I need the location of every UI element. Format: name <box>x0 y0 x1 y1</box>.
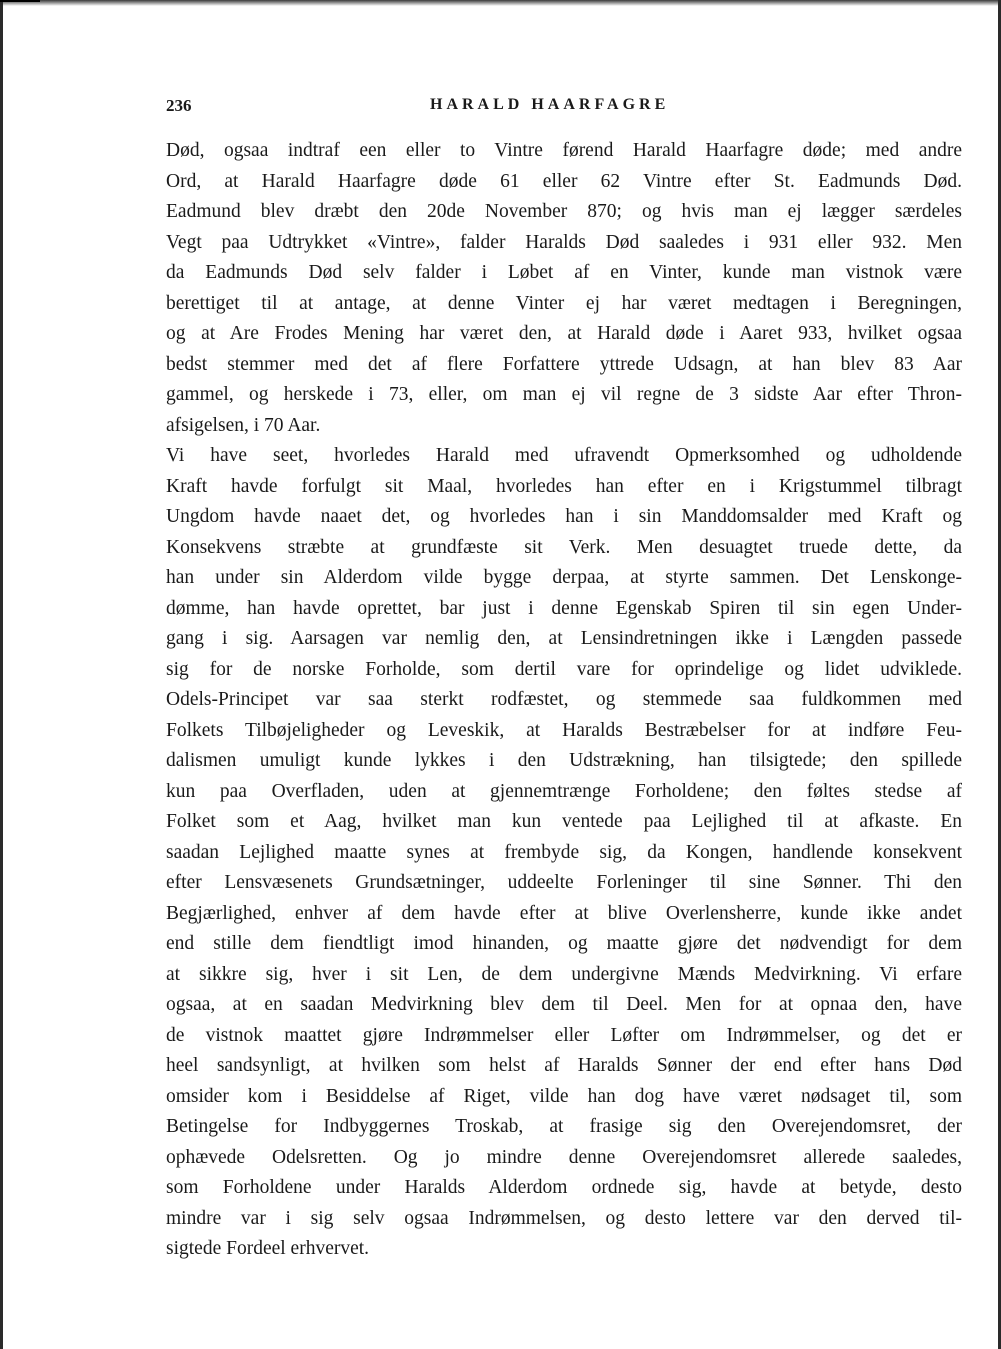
paragraph <box>166 441 962 1265</box>
text-line: omsider kom i Besiddelse af Riget, vilde han dog have været nødsaget til, som <box>166 1085 962 1107</box>
running-title: HARALD HAARFAGRE <box>430 96 670 113</box>
text-line: Folket som et Aag, hvilket man kun ventede paa Lejlighed til at afkaste. En <box>166 811 962 832</box>
text-line: ophævede Odelsretten. Og jo mindre denne Overejendomsret allerede saaledes, <box>166 1146 962 1168</box>
text-line: gammel, og herskede i 73, eller, om man ej vil regne de 3 sidste Aar efter Thron- <box>166 384 962 405</box>
text-line: han under sin Alderdom vilde bygge derpaa, at styrte sammen. Det Lenskonge- <box>166 567 962 588</box>
text-line: ogsaa, at en saadan Medvirkning blev dem til Deel. Men for at opnaa den, have <box>166 994 962 1015</box>
text-line: heel sandsynligt, at hvilken som helst af Haralds Sønner der end efter hans Død <box>166 1055 962 1076</box>
text-line: gang i sig. Aarsagen var nemlig den, at Lensindretningen ikke i Længden passede <box>166 628 962 649</box>
text-line: sig for de norske Forholde, som dertil vare for oprindelige og lidet udviklede. <box>166 658 962 680</box>
scan-corner-mark <box>0 0 40 2</box>
text-line: end stille dem fiendtligt imod hinanden, og maatte gjøre det nødvendigt for dem <box>166 933 962 954</box>
text-line: afsigelsen, i 70 Aar. <box>166 414 321 436</box>
running-head <box>166 96 966 122</box>
text-line: og at Are Frodes Mening har været den, at Harald døde i Aaret 933, hvilket ogsaa <box>166 323 962 344</box>
scan-edge-top <box>0 0 1001 6</box>
text-line: dalismen umuligt kunde lykkes i den Udstrækning, han tilsigtede; den spillede <box>166 750 962 771</box>
text-line: Eadmund blev dræbt den 20de November 870; og hvis man ej lægger særdeles <box>166 201 962 222</box>
text-line: Betingelse for Indbyggernes Troskab, at frasige sig den Overejendomsret, der <box>166 1116 962 1137</box>
text-line: Konsekvens stræbte at grundfæste sit Verk. Men desuagtet truede dette, da <box>166 536 962 558</box>
text-line: Ungdom havde naaet det, og hvorledes han i sin Manddomsalder med Kraft og <box>166 506 962 527</box>
text-line: Vi have seet, hvorledes Harald med ufravendt Opmerksomhed og udholdende <box>166 445 962 466</box>
text-line: saadan Lejlighed maatte synes at frembyde sig, da Kongen, handlende konsekvent <box>166 841 962 863</box>
text-line: de vistnok maattet gjøre Indrømmelser eller Løfter om Indrømmelser, og det er <box>166 1024 962 1046</box>
body-text <box>166 136 962 1265</box>
scan-edge-left <box>0 0 3 1349</box>
text-line: kun paa Overfladen, uden at gjennemtrænge Forholdene; den føltes stedse af <box>166 780 962 802</box>
text-line: som Forholdene under Haralds Alderdom ordnede sig, havde at betyde, desto <box>166 1177 962 1198</box>
text-line: Ord, at Harald Haarfagre døde 61 eller 62 Vintre efter St. Eadmunds Død. <box>166 170 962 192</box>
page-number: 236 <box>166 96 192 115</box>
text-line: berettiget til at antage, at denne Vinter ej har været medtagen i Beregningen, <box>166 292 962 314</box>
text-line: da Eadmunds Død selv falder i Løbet af en Vinter, kunde man vistnok være <box>166 262 962 283</box>
text-line: dømme, han havde oprettet, bar just i denne Egenskab Spiren til sin egen Under- <box>166 597 962 619</box>
text-line: mindre var i sig selv ogsaa Indrømmelsen, og desto lettere var den derved til- <box>166 1207 962 1229</box>
text-line: at sikkre sig, hver i sit Len, de dem undergivne Mænds Medvirkning. Vi erfare <box>166 963 962 985</box>
text-line: Kraft havde forfulgt sit Maal, hvorledes han efter en i Krigstummel tilbragt <box>166 475 962 497</box>
text-line: Begjærlighed, enhver af dem havde efter at blive Overlensherre, kunde ikke andet <box>166 902 962 924</box>
text-line: Folkets Tilbøjeligheder og Leveskik, at Haralds Bestræbelser for at indføre Feu- <box>166 719 962 741</box>
paragraph <box>166 136 962 441</box>
text-line: sigtede Fordeel erhvervet. <box>166 1238 370 1259</box>
text-line: Død, ogsaa indtraf een eller to Vintre førend Harald Haarfagre døde; med andre <box>166 140 962 161</box>
text-line: bedst stemmer med det af flere Forfattere yttrede Udsagn, at han blev 83 Aar <box>166 353 962 375</box>
text-line: Odels-Principet var saa sterkt rodfæstet, og stemmede saa fuldkommen med <box>166 689 962 710</box>
text-line: efter Lensvæsenets Grundsætninger, uddeelte Forleninger til sine Sønner. Thi den <box>166 872 962 893</box>
text-line: Vegt paa Udtrykket «Vintre», falder Haralds Død saaledes i 931 eller 932. Men <box>166 231 962 253</box>
